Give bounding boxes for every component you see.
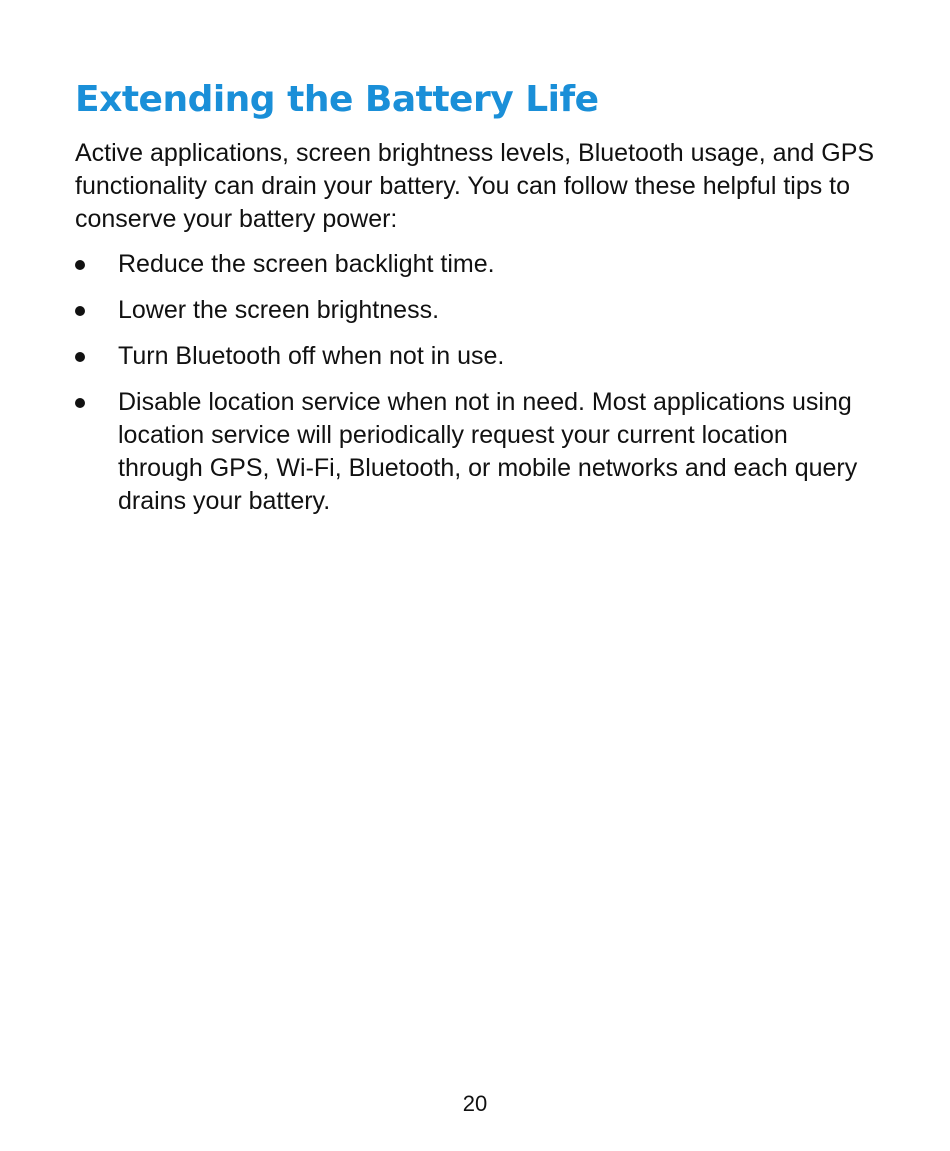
list-item (75, 386, 875, 518)
battery-tips-list (75, 248, 875, 531)
tip-text: Lower the screen brightness. (118, 296, 440, 324)
bullet-icon (75, 352, 85, 362)
list-item (75, 294, 875, 327)
bullet-icon (75, 306, 85, 316)
list-item (75, 248, 875, 281)
bullet-icon (75, 398, 85, 408)
intro-paragraph: Active applications, screen brightness levels, Bluetooth usage, and GPS functionality can drain your battery. You can follow these helpful tips to conserve your battery power: (75, 139, 875, 233)
tip-text: Reduce the screen backlight time. (118, 250, 495, 278)
list-item (75, 340, 875, 373)
tip-text: Disable location service when not in need. Most applications using location service will periodically request your current location through GPS, Wi-Fi, Bluetooth, or mobile networks and each query drains your battery. (118, 388, 858, 515)
page-number: 20 (462, 1091, 488, 1116)
tip-text: Turn Bluetooth off when not in use. (118, 342, 505, 370)
bullet-icon (75, 260, 85, 270)
section-heading: Extending the Battery Life (75, 79, 599, 120)
